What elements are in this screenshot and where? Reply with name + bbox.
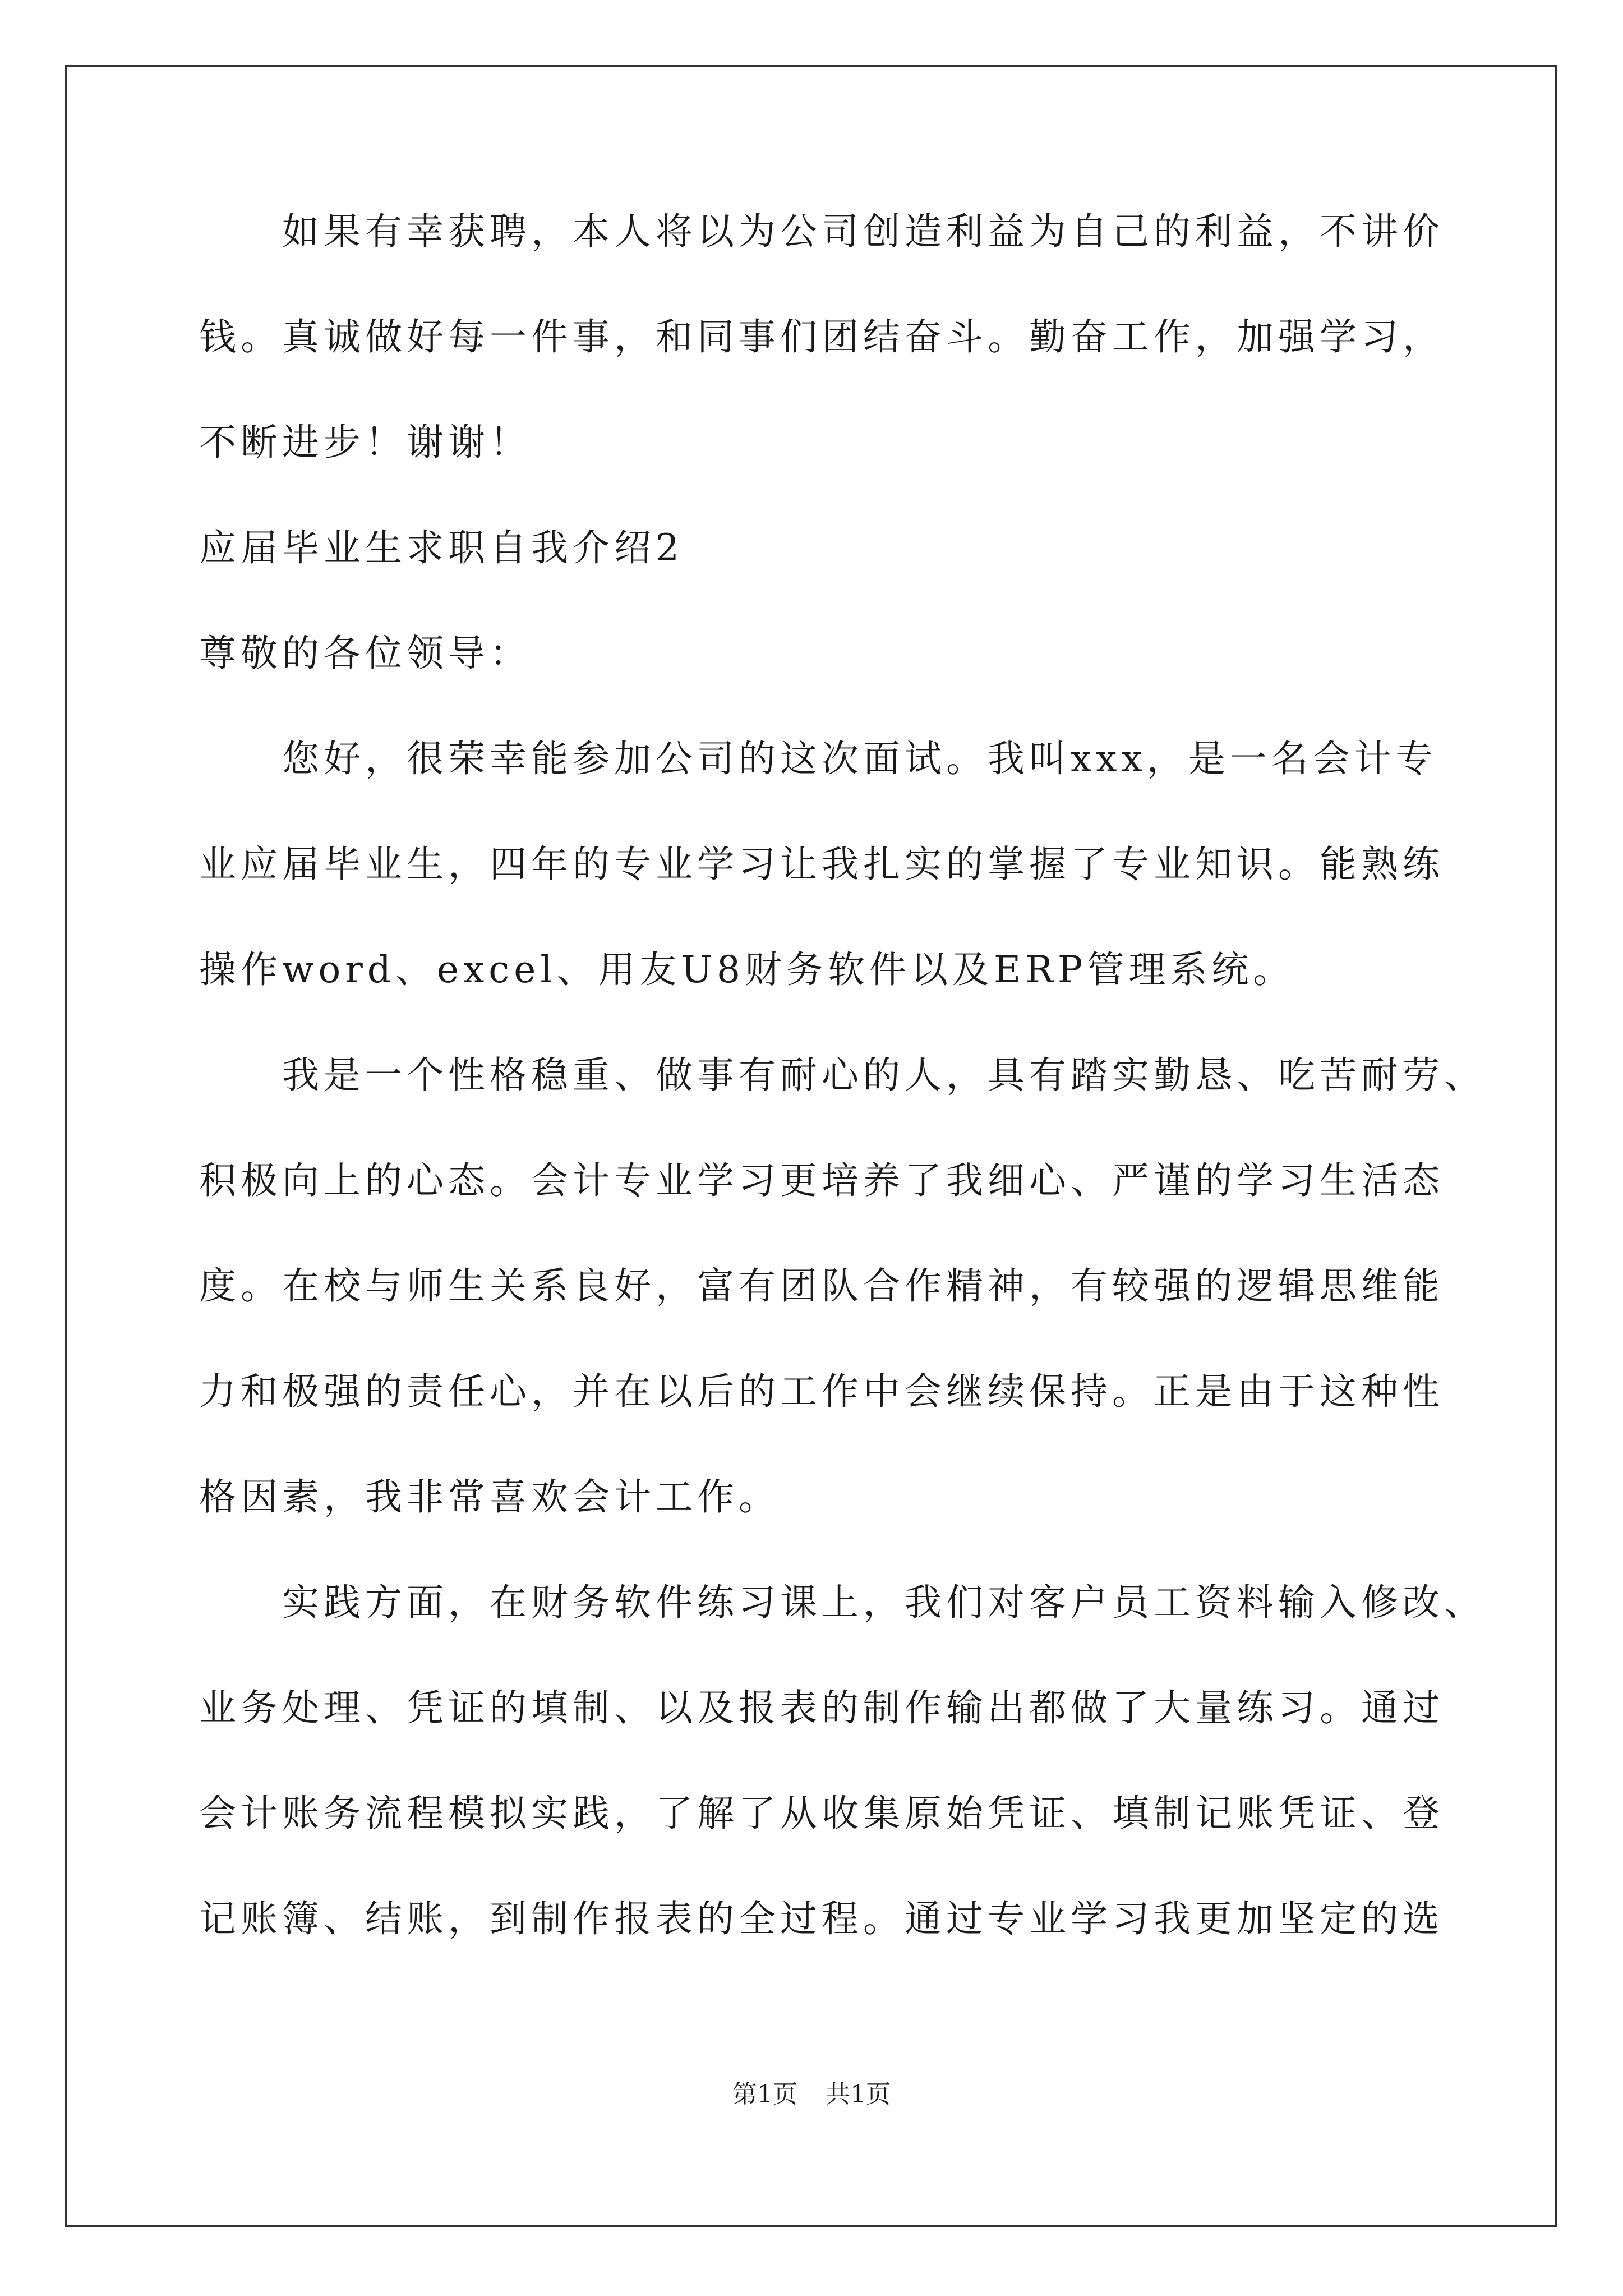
paragraph-line: 如果有幸获聘，本人将以为公司创造利益为自己的利益，不讲价 bbox=[282, 210, 1444, 253]
paragraph-line: 会计账务流程模拟实践，了解了从收集原始凭证、填制记账凭证、登 bbox=[199, 1792, 1444, 1835]
paragraph-line: 您好，很荣幸能参加公司的这次面试。我叫xxx，是一名会计专 bbox=[282, 737, 1437, 780]
paragraph-line: 格因素，我非常喜欢会计工作。 bbox=[199, 1475, 780, 1519]
section-heading: 应届毕业生求职自我介绍2 bbox=[199, 526, 684, 569]
paragraph-line: 操作word、excel、用友U8财务软件以及ERP管理系统。 bbox=[199, 948, 1295, 991]
paragraph-line: 记账簿、结账，到制作报表的全过程。通过专业学习我更加坚定的选 bbox=[199, 1897, 1444, 1940]
page-footer bbox=[0, 2082, 1623, 2107]
paragraph-line: 不断进步！谢谢！ bbox=[199, 421, 531, 464]
salutation: 尊敬的各位领导： bbox=[199, 632, 531, 675]
document-body bbox=[199, 210, 1486, 2006]
paragraph-line: 我是一个性格稳重、做事有耐心的人，具有踏实勤恳、吃苦耐劳、 bbox=[282, 1053, 1486, 1097]
paragraph-line: 业务处理、凭证的填制、以及报表的制作输出都做了大量练习。通过 bbox=[199, 1686, 1444, 1729]
paragraph-line: 业应届毕业生，四年的专业学习让我扎实的掌握了专业知识。能熟练 bbox=[199, 843, 1444, 886]
paragraph-line: 积极向上的心态。会计专业学习更培养了我细心、严谨的学习生活态 bbox=[199, 1159, 1444, 1202]
page-number-current: 第1页 bbox=[732, 2080, 797, 2109]
paragraph-line: 钱。真诚做好每一件事，和同事们团结奋斗。勤奋工作，加强学习， bbox=[199, 315, 1444, 358]
paragraph-line: 实践方面，在财务软件练习课上，我们对客户员工资料输入修改、 bbox=[282, 1581, 1486, 1624]
page-number-total: 共1页 bbox=[826, 2080, 891, 2109]
paragraph-line: 力和极强的责任心，并在以后的工作中会继续保持。正是由于这种性 bbox=[199, 1370, 1444, 1413]
paragraph-line: 度。在校与师生关系良好，富有团队合作精神，有较强的逻辑思维能 bbox=[199, 1264, 1444, 1308]
